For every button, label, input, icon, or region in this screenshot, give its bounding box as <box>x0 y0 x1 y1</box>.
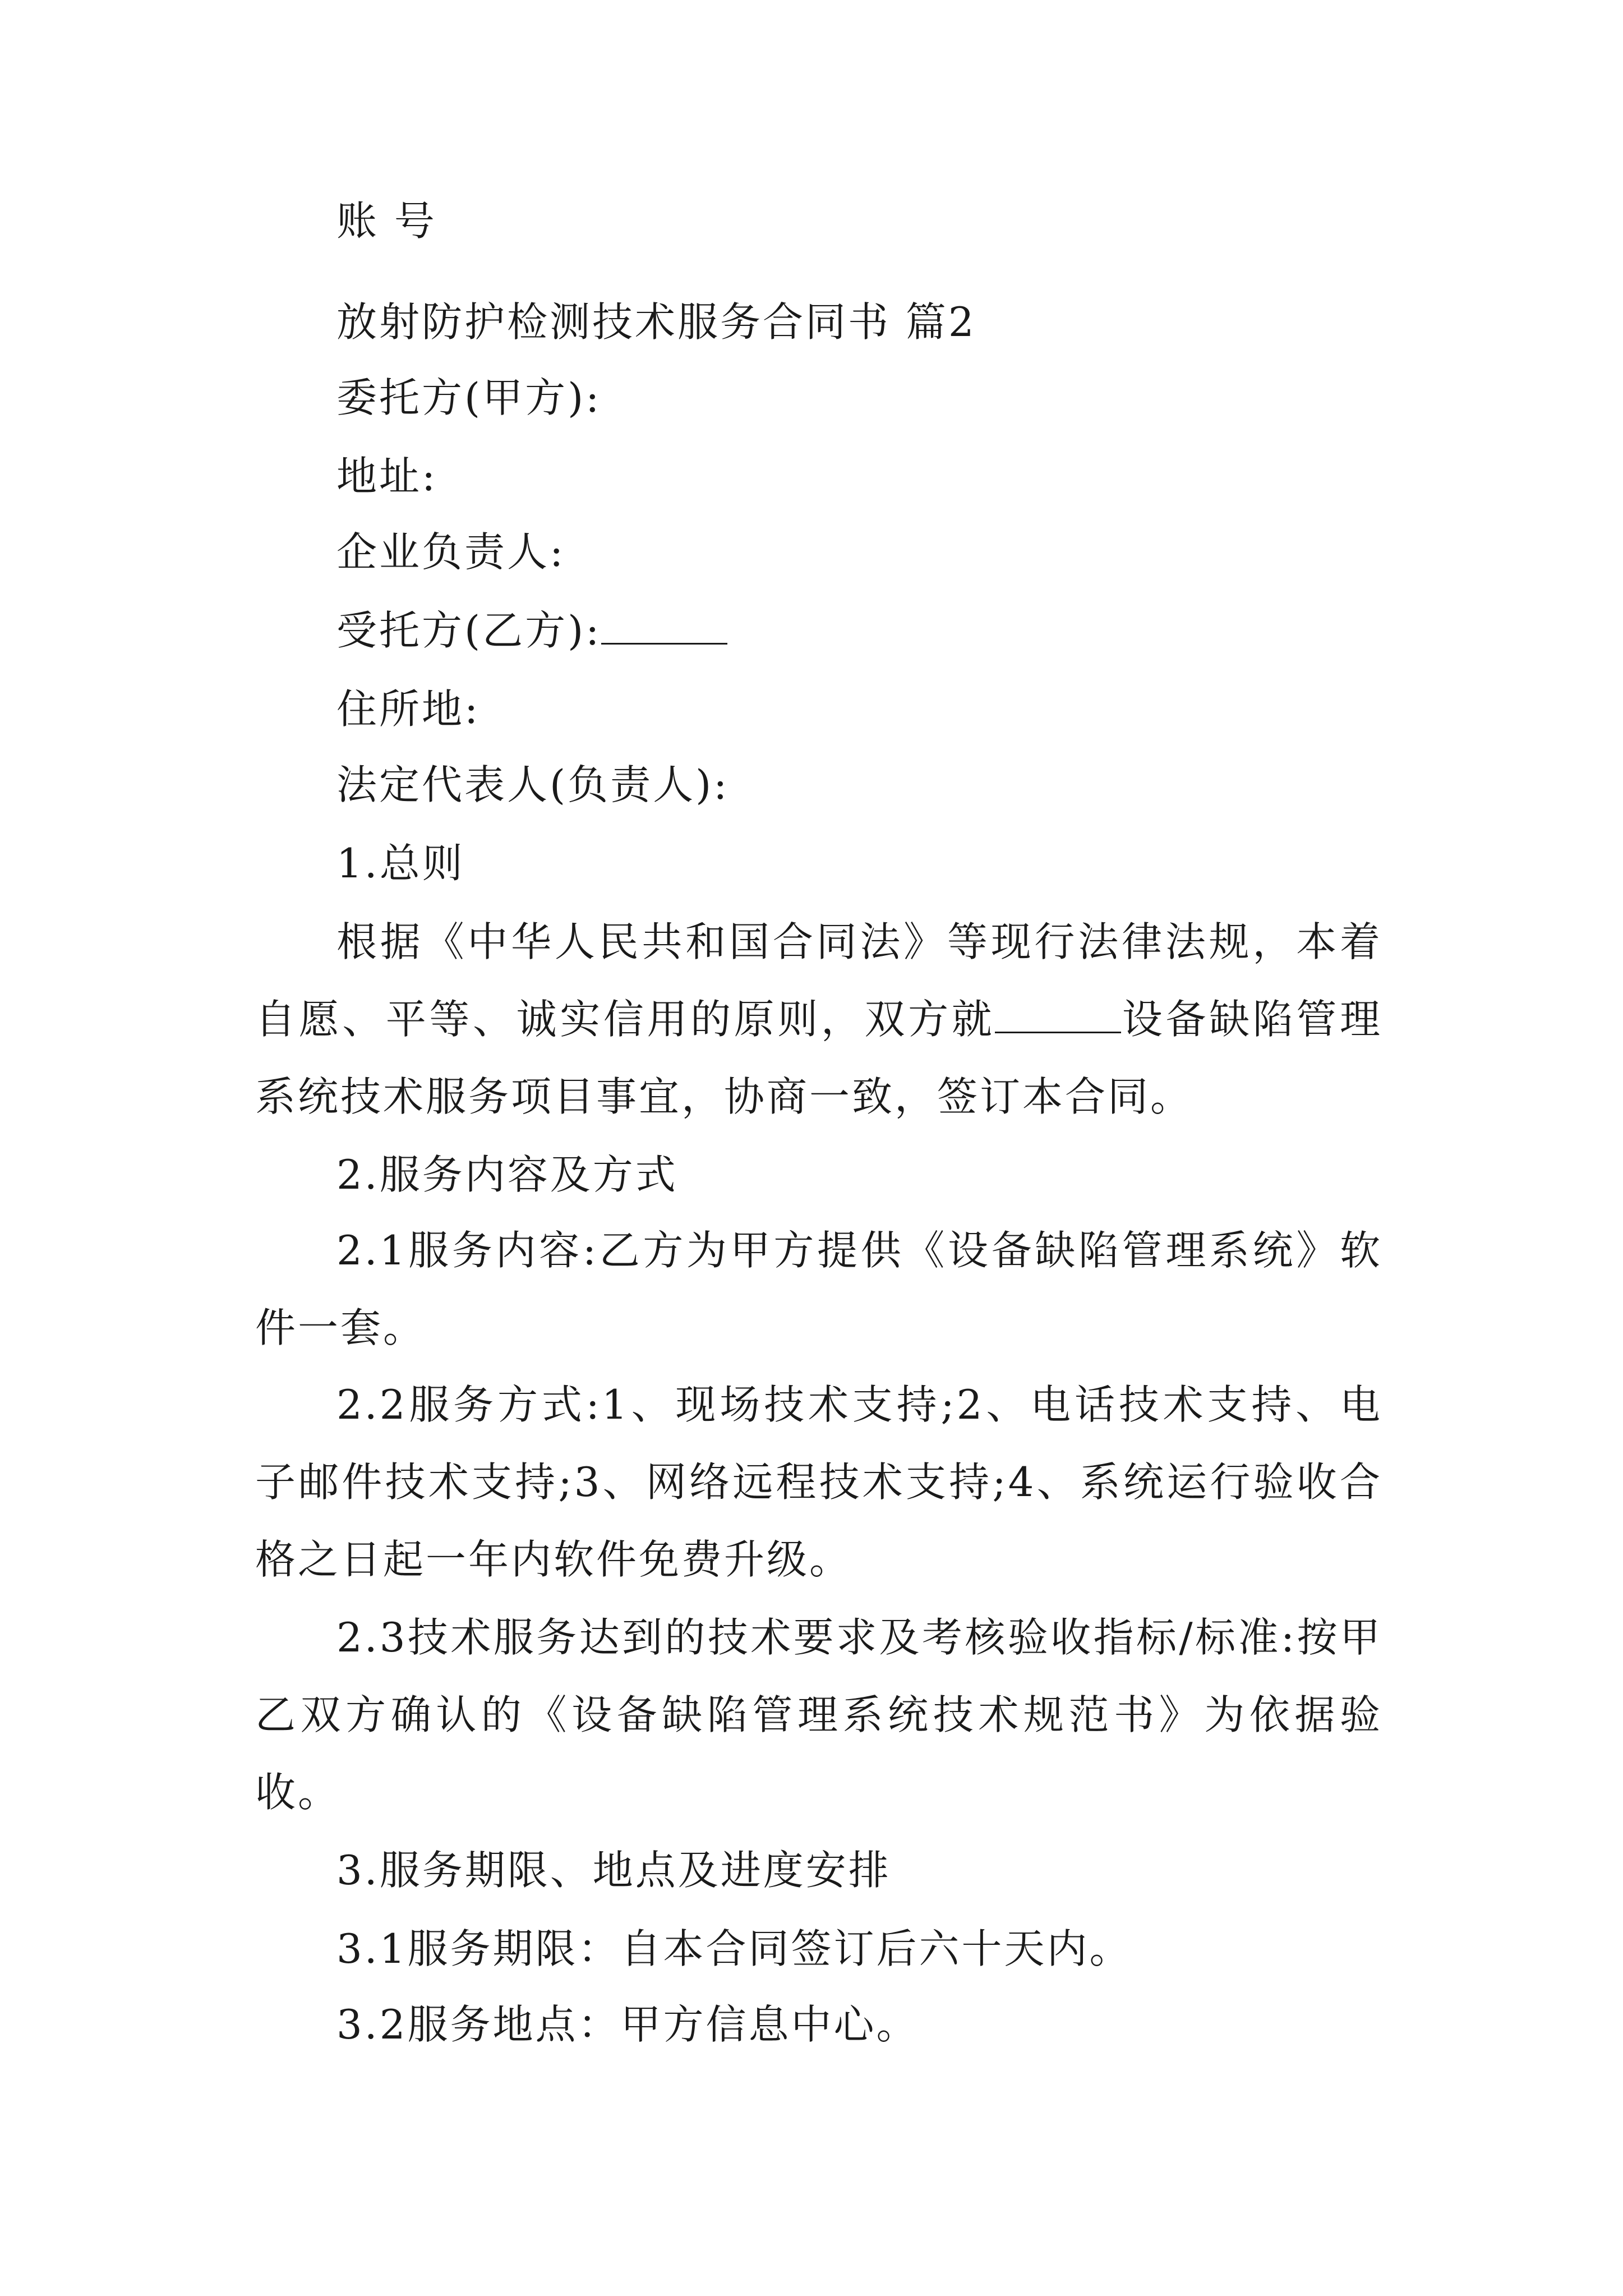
enterprise-head-label: 企业负责人: <box>336 528 566 576</box>
section-2-1: 2.1服务内容:乙方为甲方提供《设备缺陷管理系统》软件一套。 <box>255 1227 1382 1351</box>
contractor-row <box>336 592 1464 669</box>
account-label: 账 号 <box>336 197 437 245</box>
section-1-heading: 1.总则 <box>336 840 465 887</box>
section-1-body-part-b: 设备缺陷管理系统技术服务项目事宜，协商一致，签订本合同。 <box>255 996 1382 1120</box>
contractor-blank <box>601 609 727 645</box>
section-3-1: 3.1服务期限：自本合同签订后六十天内。 <box>336 1925 1132 1972</box>
section-2-3: 2.3技术服务达到的技术要求及考核验收指标/标准:按甲乙双方确认的《设备缺陷管理系统技术规范书》为依据验收。 <box>255 1614 1382 1816</box>
document-title: 放射防护检测技术服务合同书 篇2 <box>336 298 976 346</box>
section-3-2: 3.2服务地点：甲方信息中心。 <box>336 2001 919 2048</box>
contractor-label: 受托方(乙方): <box>336 607 602 654</box>
section-2-heading: 2.服务内容及方式 <box>336 1151 678 1198</box>
legal-rep-label: 法定代表人(负责人): <box>336 761 730 808</box>
section-2-2: 2.2服务方式:1、现场技术支持;2、电话技术支持、电子邮件技术支持;3、网络远程技术支持;4、系统运行验收合格之日起一年内软件免费升级。 <box>255 1381 1382 1583</box>
section-3-heading: 3.服务期限、地点及进度安排 <box>336 1847 891 1894</box>
client-label: 委托方(甲方): <box>336 374 602 421</box>
residence-label: 住所地: <box>336 685 481 733</box>
project-name-blank <box>995 998 1121 1033</box>
address-label: 地址: <box>336 453 438 500</box>
section-1-body-part-a: 根据《中华人民共和国合同法》等现行法律法规，本着自愿、平等、诚实信用的原则，双方就 <box>255 918 1382 1043</box>
section-1-body <box>255 903 1382 1135</box>
